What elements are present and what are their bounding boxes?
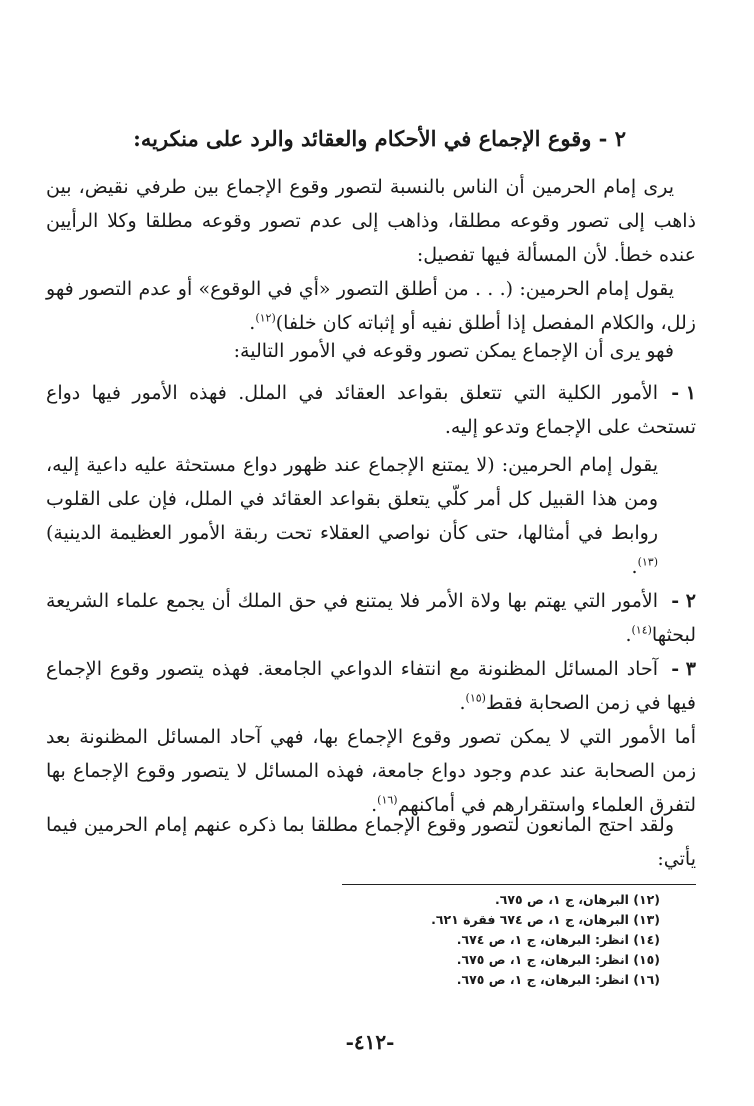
section-heading: ٢ - وقوع الإجماع في الأحكام والعقائد والرد على منكريه: (133, 126, 626, 151)
list-item-text: الأمور التي يهتم بها ولاة الأمر فلا يمتنع في حق الملك أن يجمع علماء الشريعة لبحثها (46, 590, 696, 646)
intro-paragraph (46, 170, 696, 272)
footnote-ref-16[interactable]: (١٦) (377, 793, 398, 807)
list-item-text: آحاد المسائل المظنونة مع انتفاء الدواعي الجامعة. فهذه يتصور وقوع الإجماع فيها في زمن الصحابة فقط (46, 658, 696, 714)
list-item-number: ٣ - (671, 658, 696, 680)
intro-text: يرى إمام الحرمين أن الناس بالنسبة لتصور وقوع الإجماع بين طرفي نقيض، بين ذاهب إلى تصور وقوعه مطلقا، وذاهب إلى عدم تصور وقوعه مطلقا وكلا الرأيين عنده خطأ. لأن المسألة فيها تفصيل: (46, 176, 696, 266)
list-item-1-quote (46, 448, 696, 584)
list-item-1 (46, 376, 696, 444)
quote-text-2: يقول إمام الحرمين: (لا يمتنع الإجماع عند ظهور دواع مستحثة عليه داعية إليه، ومن هذا القبيل كل أمر كلّي يتعلق بقواعد العقائد في الملل، فإن على القلوب روابط في أمثالها، حتى كأن نواصي العقلاء تحت ربقة الأمور العظيمة الدينية) (46, 454, 658, 544)
footnote-ref-13[interactable]: (١٣) (637, 555, 658, 569)
final-paragraph (46, 808, 696, 876)
footnote-13: (١٣) البرهان، ج ١، ص ٦٧٤ فقرة ٦٢١. (431, 912, 660, 927)
final-text: ولقد احتج المانعون لتصور وقوع الإجماع مطلقا بما ذكره عنهم إمام الحرمين فيما يأتي: (46, 814, 696, 870)
sentence-end: . (371, 794, 378, 816)
footnote-ref-15[interactable]: (١٥) (465, 691, 486, 705)
list-item-2 (46, 584, 696, 652)
list-item-number: ٢ - (671, 590, 696, 612)
sentence-end: . (459, 692, 466, 714)
footnotes (300, 890, 660, 990)
footnote-divider (342, 884, 696, 885)
sentence-end: . (625, 624, 632, 646)
footnote-ref-12[interactable]: (١٢) (255, 311, 276, 325)
quote-paragraph-1 (46, 272, 696, 340)
list-item-3 (46, 652, 696, 720)
list-intro-paragraph (46, 334, 696, 368)
sentence-end: . (249, 312, 256, 334)
list-item-text: الأمور الكلية التي تتعلق بقواعد العقائد في الملل. فهذه الأمور فيها دواع تستحث على الإجماع وتدعو إليه. (46, 382, 696, 438)
footnote-ref-14[interactable]: (١٤) (631, 623, 652, 637)
footnote-12: (١٢) البرهان، ج ١، ص ٦٧٥. (495, 892, 660, 907)
list-intro-text: فهو يرى أن الإجماع يمكن تصور وقوعه في الأمور التالية: (233, 340, 674, 362)
page-number: -٤١٢- (345, 1030, 395, 1054)
closing-paragraph (46, 720, 696, 822)
quote-text-1: يقول إمام الحرمين: (. . . من أطلق التصور «أي في الوقوع» أو عدم التصور فهو زلل، والكلام المفصل إذا أطلق نفيه أو إثباته كان خلفا) (46, 278, 696, 334)
closing-text: أما الأمور التي لا يمكن تصور وقوع الإجماع بها، فهي آحاد المسائل المظنونة بعد زمن الصحابة عند عدم وجود دواع جامعة، فهذه المسائل لا يتصور وقوع الإجماع بها لتفرق العلماء واستقرارهم في أماكنهم (46, 726, 696, 816)
list-item-number: ١ - (671, 382, 696, 404)
footnote-16: (١٦) انظر: البرهان، ج ١، ص ٦٧٥. (456, 972, 660, 987)
sentence-end: . (631, 556, 638, 578)
footnote-15: (١٥) انظر: البرهان، ج ١، ص ٦٧٥. (456, 952, 660, 967)
footnote-14: (١٤) انظر: البرهان، ج ١، ص ٦٧٤. (456, 932, 660, 947)
